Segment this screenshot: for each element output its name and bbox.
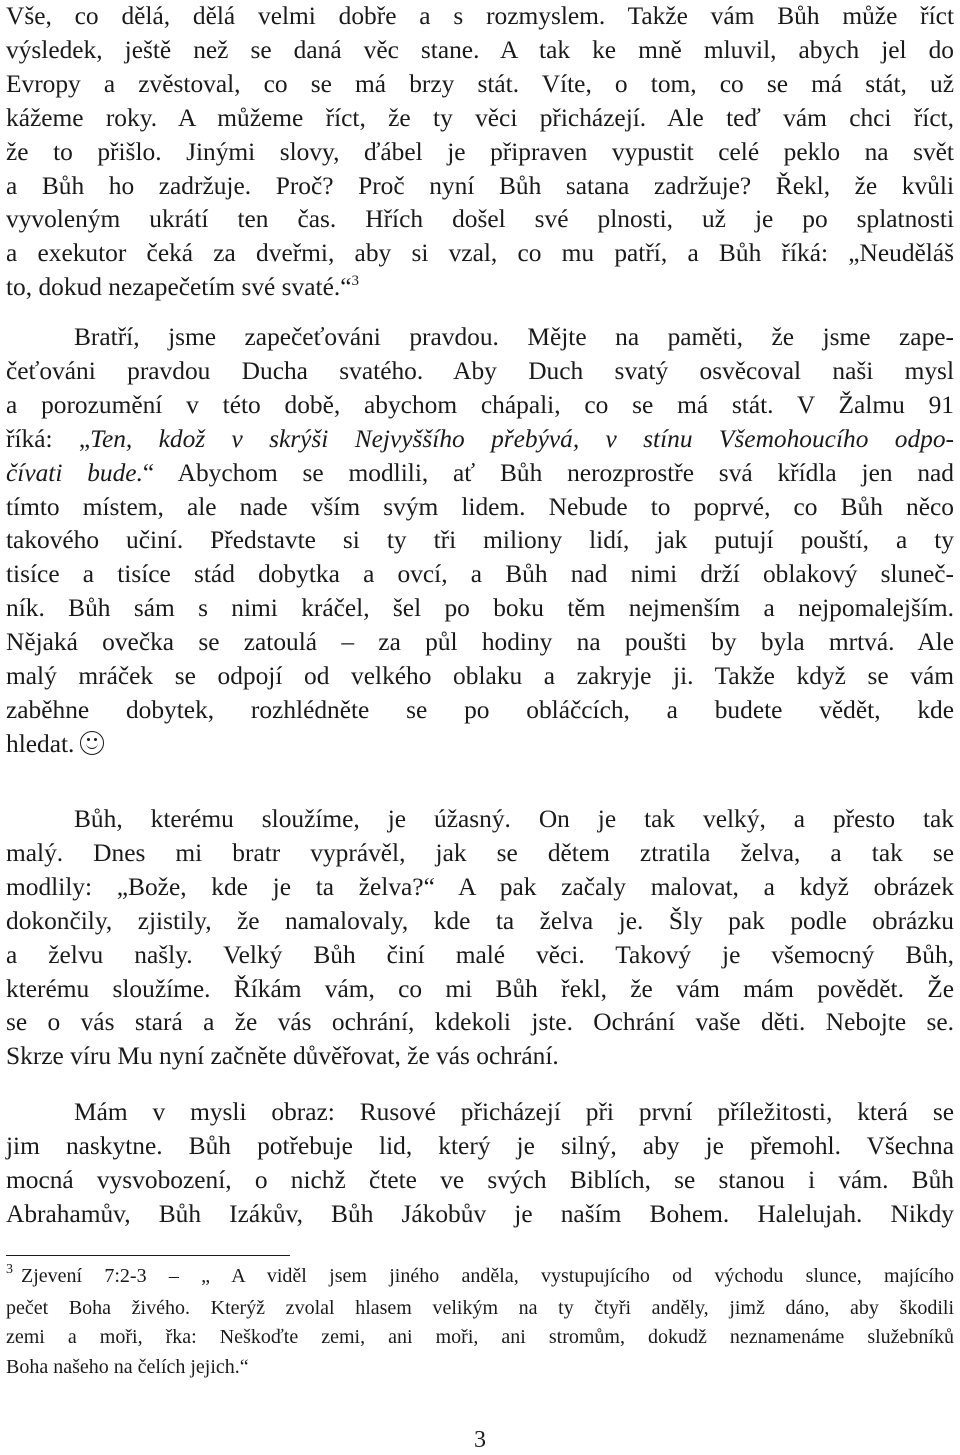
text-line bbox=[6, 423, 954, 457]
footnote-line: zemi a moři, řka: Neškoďte zemi, ani moři, ani stromům, dokudž neznamenáme služebníků bbox=[6, 1326, 954, 1349]
footnote-reference[interactable]: 3 bbox=[351, 273, 359, 290]
smiley-face-icon bbox=[80, 731, 104, 755]
text-line: malý mráček se odpojí od velkého oblaku a zakryje ji. Takže když se vám bbox=[6, 662, 954, 691]
paragraph-4 bbox=[6, 1096, 954, 1232]
paragraph-3 bbox=[6, 803, 954, 1074]
text-line: čeťováni pravdou Ducha svatého. Aby Duch svatý osvěcoval naši mysl bbox=[6, 356, 954, 385]
text-line: a exekutor čeká za dveřmi, aby si vzal, co mu patří, a Bůh říká: „Neuděláš bbox=[6, 239, 954, 268]
text-line: Vše, co dělá, dělá velmi dobře a s rozmyslem. Takže vám Bůh může říct bbox=[6, 2, 954, 30]
paragraph-2 bbox=[6, 321, 954, 762]
text-line: výsledek, ještě než se daná věc stane. A tak ke mně mluvil, abych jel do bbox=[6, 35, 954, 64]
text-line: takového učiní. Představte si ty tři miliony lidí, jak putují pouští, a ty bbox=[6, 526, 954, 555]
text-line: malý. Dnes mi bratr vyprávěl, jak se dětem ztratila želva, a tak se bbox=[6, 838, 954, 867]
text-line: Abrahamův, Bůh Izákův, Bůh Jákobův je naším Bohem. Halelujah. Nikdy bbox=[6, 1199, 954, 1228]
text-line: a porozumění v této době, abychom chápali, co se má stát. V Žalmu 91 bbox=[6, 390, 954, 419]
text-line: ník. Bůh sám s nimi kráčel, šel po boku těm nejmenším a nejpomalejším. bbox=[6, 594, 954, 623]
text-line: kterému sloužíme. Říkám vám, co mi Bůh řekl, že vám mám povědět. Že bbox=[6, 974, 954, 1003]
text-fragment: Zjevení 7:2-3 – „ A viděl jsem jiného anděla, vystupujícího od východu slunce, majícího bbox=[21, 1265, 954, 1287]
text-line: a Bůh ho zadržuje. Proč? Proč nyní Bůh satana zadržuje? Řekl, že kvůli bbox=[6, 171, 954, 200]
paragraph-1 bbox=[6, 0, 954, 305]
text-line: Bratří, jsme zapečeťováni pravdou. Mějte na paměti, že jsme zape- bbox=[74, 323, 954, 351]
text-line: mocná vysvobození, o nichž čtete ve svých Biblích, se stanou i vám. Bůh bbox=[6, 1165, 954, 1194]
text-line: Bůh, kterému sloužíme, je úžasný. On je tak velký, a přesto tak bbox=[74, 805, 954, 833]
text-line: dokončily, zjistily, že namalovaly, kde ta želva je. Šly pak podle obrázku bbox=[6, 906, 954, 935]
footnote-separator bbox=[6, 1255, 290, 1256]
text-line: Nějaká ovečka se zatoulá – za půl hodiny na poušti by byla mrtvá. Ale bbox=[6, 628, 954, 657]
text-line: kážeme roky. A můžeme říct, že ty věci přicházejí. Ale teď vám chci říct, bbox=[6, 103, 954, 132]
text-line bbox=[6, 271, 954, 305]
text-line: tisíce a tisíce stád dobytka a ovcí, a Bůh nad nimi drží oblakový sluneč- bbox=[6, 560, 954, 589]
text-line: jim naskytne. Bůh potřebuje lid, který je silný, aby je přemohl. Všechna bbox=[6, 1131, 954, 1160]
text-fragment: “ Abychom se modlili, ať Bůh nerozprostře svá křídla jen nad bbox=[142, 458, 955, 487]
psalm-quote: Ten, kdož v skrýši Nejvyššího přebývá, v stínu Všemohoucího odpo- bbox=[90, 424, 954, 453]
footnote-line: Boha našeho na čelích jejich.“ bbox=[6, 1355, 249, 1378]
footnote-line bbox=[6, 1262, 954, 1294]
text-line bbox=[6, 457, 954, 491]
text-line: tímto místem, ale nade vším svým lidem. Nebude to poprvé, co Bůh něco bbox=[6, 492, 954, 521]
page-number: 3 bbox=[474, 1427, 486, 1453]
text-line: a želvu našly. Velký Bůh činí malé věci. Takový je všemocný Bůh, bbox=[6, 940, 954, 969]
text-line: vyvoleným ukrátí ten čas. Hřích došel své plnosti, už je po splatnosti bbox=[6, 205, 954, 234]
text-line: zaběhne dobytek, rozhlédněte se po obláčcích, a budete vědět, kde bbox=[6, 695, 954, 724]
text-line: Skrze víru Mu nyní začněte důvěřovat, že vás ochrání. bbox=[6, 1042, 559, 1071]
text-line: se o vás stará a že vás ochrání, kdekoli jste. Ochrání vaše děti. Nebojte se. bbox=[6, 1008, 954, 1037]
document-page bbox=[6, 0, 954, 1455]
text-line: že to přišlo. Jinými slovy, ďábel je připraven vypustit celé peklo na svět bbox=[6, 137, 954, 166]
footnote bbox=[6, 1262, 954, 1382]
text-line bbox=[6, 728, 954, 762]
text-fragment: hledat. bbox=[6, 729, 75, 758]
text-line: Mám v mysli obraz: Rusové přicházejí při první příležitosti, která se bbox=[74, 1098, 954, 1126]
text-line: modlily: „Bože, kde je ta želva?“ A pak začaly malovat, a když obrázek bbox=[6, 872, 954, 901]
psalm-quote: čívati bude. bbox=[6, 458, 143, 487]
footnote-line: pečet Boha živého. Kterýž zvolal hlasem velikým na ty čtyři anděly, jimž dáno, aby škodili bbox=[6, 1296, 954, 1319]
footnote-number: 3 bbox=[6, 1262, 13, 1277]
text-fragment: to, dokud nezapečetím své svaté.“ bbox=[6, 273, 352, 302]
text-line: Evropy a zvěstoval, co se má brzy stát. Víte, o tom, co se má stát, už bbox=[6, 69, 954, 98]
text-fragment: říká: „ bbox=[6, 424, 91, 453]
